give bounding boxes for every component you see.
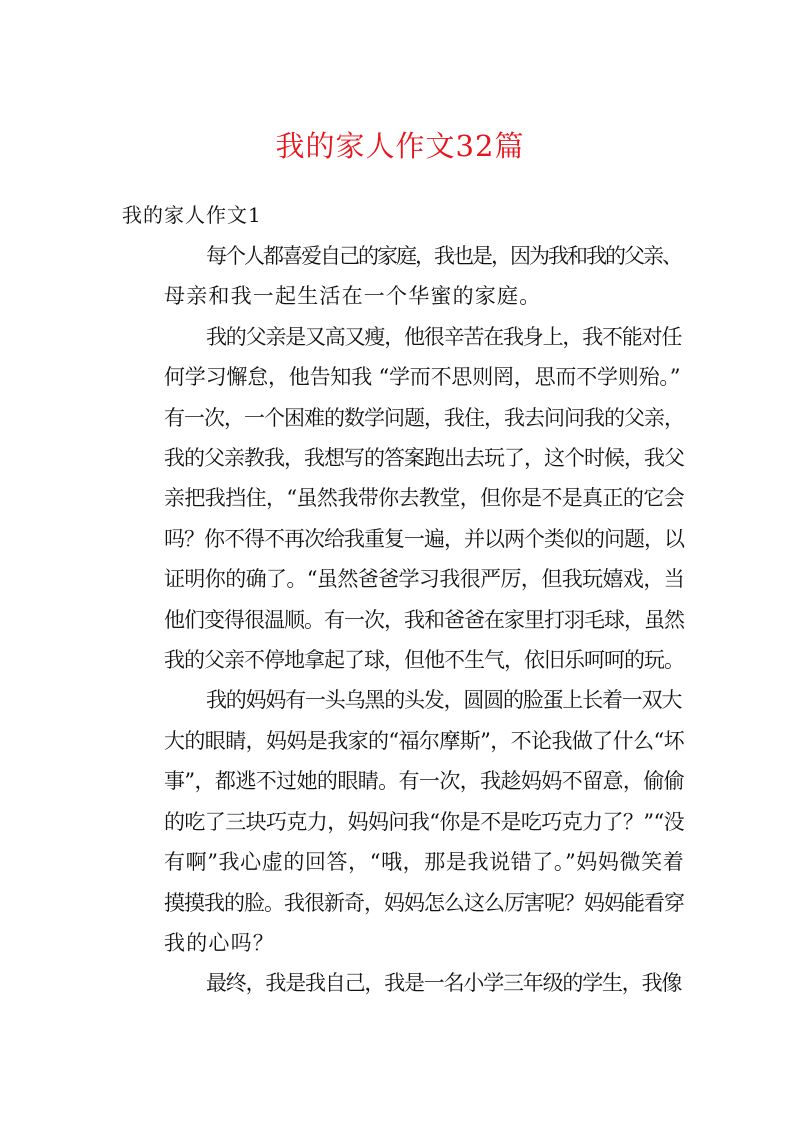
text-line: 吗？你不得不再次给我重复一遍，并以两个类似的问题，以	[164, 526, 684, 551]
text-line: 母亲和我一起生活在一个华蜜的家庭。	[164, 284, 542, 309]
text-line: 每个人都喜爱自己的家庭，我也是，因为我和我的父亲、	[206, 244, 681, 268]
text-line: 的吃了三块巧克力，妈妈问我“你是不是吃巧克力了？”“没	[164, 809, 685, 834]
paragraph	[122, 680, 684, 963]
text-line: 我的父亲是又高又瘦，他很辛苦在我身上，我不能对任	[206, 324, 682, 349]
text-line: 摸摸我的脸。我很新奇，妈妈怎么这么厉害呢？妈妈能看穿	[164, 890, 684, 915]
paragraph	[122, 963, 684, 1003]
paragraph	[122, 236, 684, 317]
document-title: 我的家人作文32篇	[275, 129, 525, 163]
text-line: 我的心吗？	[164, 930, 275, 955]
text-line: 大的眼睛，妈妈是我家的“福尔摩斯”，不论我做了什么“坏	[164, 728, 685, 753]
text-line: 何学习懈怠，他告知我 “学而不思则罔，思而不学则殆。”	[164, 365, 681, 390]
text-line: 有啊”我心虚的回答，“哦，那是我说错了。”妈妈微笑着	[164, 850, 685, 875]
text-line: 我的父亲不停地拿起了球，但他不生气，依旧乐呵呵的玩。	[164, 648, 684, 673]
text-line: 他们变得很温顺。有一次，我和爸爸在家里打羽毛球，虽然	[164, 607, 684, 632]
text-line: 有一次，一个困难的数学问题，我住，我去问问我的父亲，	[164, 405, 684, 430]
text-line: 我的妈妈有一头乌黑的头发，圆圆的脸蛋上长着一双大	[206, 688, 682, 713]
paragraph	[122, 317, 684, 681]
document-body	[122, 236, 684, 1004]
section-heading: 我的家人作文1	[122, 203, 262, 227]
text-line: 证明你的确了。“虽然爸爸学习我很严厉，但我玩嬉戏，当	[164, 567, 685, 592]
text-line: 最终，我是我自己，我是一名小学三年级的学生，我像	[206, 971, 682, 996]
text-line: 亲把我挡住，“虽然我带你去教堂，但你是不是真正的它会	[164, 486, 685, 511]
text-line: 事”，都逃不过她的眼睛。有一次，我趁妈妈不留意，偷偷	[164, 769, 685, 794]
text-line: 我的父亲教我，我想写的答案跑出去玩了，这个时候，我父	[164, 446, 684, 471]
